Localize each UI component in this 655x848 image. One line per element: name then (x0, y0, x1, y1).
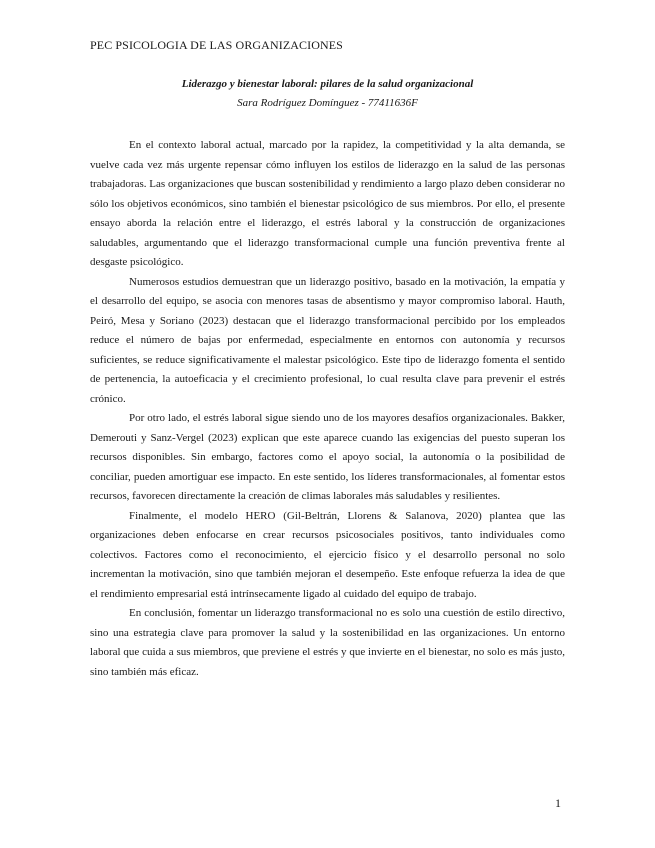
page-number: 1 (555, 796, 561, 810)
document-title: Liderazgo y bienestar laboral: pilares de la salud organizacional (181, 78, 474, 90)
page-header: PEC PSICOLOGIA DE LAS ORGANIZACIONES (90, 38, 343, 52)
document-author: Sara Rodríguez Domínguez - 77411636F (237, 97, 418, 109)
document-body (90, 136, 565, 682)
paragraph-hero-model: Finalmente, el modelo HERO (Gil-Beltrán, Llorens & Salanova, 2020) plantea que las organizaciones deben enfocarse en crear recursos psicosociales positivos, tanto individuales como colectivos. Factores como el reconocimiento, el ejercicio físico y el desarrollo personal no solo incrementan la motivación, sino que también mejoran el desempeño. Este enfoque refuerza la idea de que el rendimiento empresarial está intrínsecamente ligado al cuidado del equipo de trabajo. (90, 509, 565, 600)
paragraph-introduction: En el contexto laboral actual, marcado por la rapidez, la competitividad y la alta demanda, se vuelve cada vez más urgente repensar cómo influyen los estilos de liderazgo en la salud de las personas trabajadoras. Las organizaciones que buscan sostenibilidad y rendimiento a largo plazo deben considerar no sólo los objetivos económicos, sino también el bienestar psicológico de sus miembros. Por ello, el presente ensayo aborda la relación entre el liderazgo, el estrés laboral y la construcción de organizaciones saludables, argumentando que el liderazgo transformacional cumple una función preventiva frente al desgaste psicológico. (90, 139, 565, 268)
paragraph-work-stress: Por otro lado, el estrés laboral sigue siendo uno de los mayores desafíos organizacionales. Bakker, Demerouti y Sanz-Vergel (2023) explican que este aparece cuando las exigencias del puesto superan los recursos disponibles. Sin embargo, factores como el apoyo social, la autonomía o la posibilidad de conciliar, pueden amortiguar ese impacto. En este sentido, los líderes transformacionales, al fomentar estos recursos, favorecen directamente la creación de climas laborales más saludables y resilientes. (90, 412, 565, 502)
paragraph-positive-leadership: Numerosos estudios demuestran que un liderazgo positivo, basado en la motivación, la empatía y el desarrollo del equipo, se asocia con menores tasas de absentismo y mayor compromiso laboral. Hauth, Peiró, Mesa y Soriano (2023) destacan que el liderazgo transformacional percibido por los empleados reduce el número de bajas por enfermedad, especialmente en entornos con autonomía y recursos suficientes, se reduce significativamente el malestar psicológico. Este tipo de liderazgo fomenta el sentido de pertenencia, la autoeficacia y el crecimiento profesional, lo cual resulta clave para prevenir el estrés crónico. (90, 275, 565, 405)
paragraph-conclusion: En conclusión, fomentar un liderazgo transformacional no es solo una cuestión de estilo directivo, sino una estrategia clave para promover la salud y la sostenibilidad en las organizaciones. Un entorno laboral que cuida a sus miembros, que previene el estrés y que invierte en el bienestar, no solo es más justo, sino también más eficaz. (90, 607, 565, 678)
